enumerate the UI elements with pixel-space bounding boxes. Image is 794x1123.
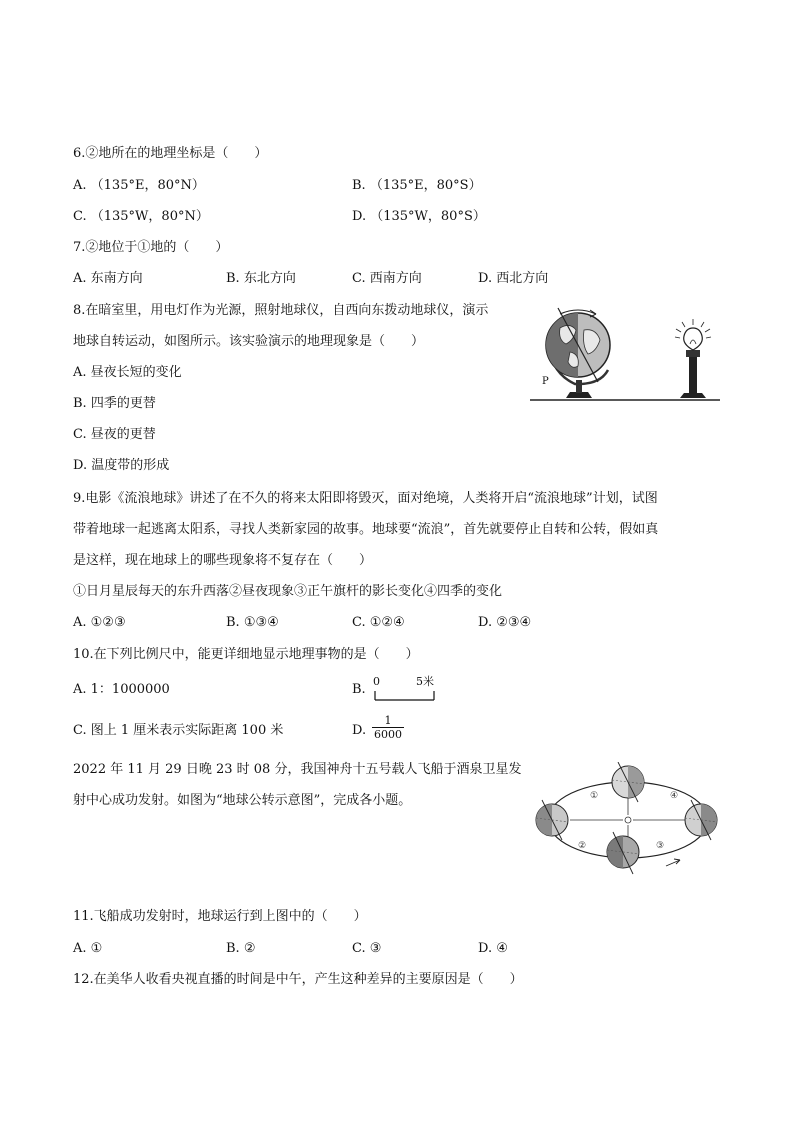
q10-option-b-label: B. <box>352 682 366 697</box>
q6-option-c: C. （135°W，80°N） <box>73 209 209 224</box>
q10-stem: 10.在下列比例尺中，能更详细地显示地理事物的是（ ） <box>73 647 419 662</box>
orbit-label-2: ② <box>578 841 587 851</box>
q6-stem: 6.②地所在的地理坐标是（ ） <box>73 146 268 161</box>
q6-option-a: A. （135°E，80°N） <box>73 178 205 193</box>
q9-stem-line1: 9.电影《流浪地球》讲述了在不久的将来太阳即将毁灭，面对绝境，人类将开启“流浪地球”计划，试图 <box>73 491 658 506</box>
scale-end-label: 5米 <box>416 675 434 688</box>
q9-option-c: C. ①②④ <box>352 615 405 630</box>
scale-zero-label: 0 <box>373 675 380 688</box>
q9-option-a: A. ①②③ <box>73 615 126 630</box>
q9-option-b: B. ①③④ <box>226 615 279 630</box>
q10-option-a: A. 1：1000000 <box>73 682 170 697</box>
q8-option-c: C. 昼夜的更替 <box>73 427 156 442</box>
q7-option-d: D. 西北方向 <box>478 271 549 286</box>
intro-line2: 射中心成功发射。如图为“地球公转示意图”，完成各小题。 <box>73 793 412 808</box>
q10-option-d-label: D. <box>352 723 367 738</box>
fraction-numerator: 1 <box>384 714 392 727</box>
q11-stem: 11.飞船成功发射时，地球运行到上图中的（ ） <box>73 909 367 924</box>
q8-stem-line2: 地球自转运动，如图所示。该实验演示的地理现象是（ ） <box>73 334 425 349</box>
orbit-label-1: ① <box>590 791 599 801</box>
q8-option-b: B. 四季的更替 <box>73 396 156 411</box>
q7-option-c: C. 西南方向 <box>352 271 422 286</box>
intro-line1: 2022 年 11 月 29 日晚 23 时 08 分，我国神舟十五号载人飞船于酒泉卫星发 <box>73 762 522 777</box>
q10-fraction <box>372 714 404 741</box>
q11-option-a: A. ① <box>73 941 103 956</box>
q9-items: ①日月星辰每天的东升西落②昼夜现象③正午旗杆的影长变化④四季的变化 <box>73 584 503 599</box>
q9-option-d: D. ②③④ <box>478 615 532 630</box>
q9-stem-line2: 带着地球一起逃离太阳系，寻找人类新家园的故事。地球要“流浪”，首先就要停止自转和公转，假如真 <box>73 522 659 537</box>
q6-option-b: B. （135°E，80°S） <box>352 178 482 193</box>
q10-option-c: C. 图上 1 厘米表示实际距离 100 米 <box>73 723 284 738</box>
globe-lamp-illustration <box>530 300 725 405</box>
q8-option-d: D. 温度带的形成 <box>73 458 170 473</box>
q8-stem-line1: 8.在暗室里，用电灯作为光源，照射地球仪，自西向东拨动地球仪，演示 <box>73 303 489 318</box>
globe-point-label: P <box>542 376 549 387</box>
q9-stem-line3: 是这样，现在地球上的哪些现象将不复存在（ ） <box>73 553 373 568</box>
q6-option-d: D. （135°W，80°S） <box>352 209 486 224</box>
q7-stem: 7.②地位于①地的（ ） <box>73 240 229 255</box>
fraction-denominator: 6000 <box>374 728 402 741</box>
orbit-label-4: ④ <box>670 791 679 801</box>
q12-stem: 12.在美华人收看央视直播的时间是中午，产生这种差异的主要原因是（ ） <box>73 972 523 987</box>
q8-option-a: A. 昼夜长短的变化 <box>73 365 182 380</box>
earth-revolution-diagram <box>528 762 728 882</box>
q11-option-c: C. ③ <box>352 941 382 956</box>
line-scale-bar <box>374 690 436 702</box>
orbit-label-3: ③ <box>656 841 665 851</box>
q11-option-d: D. ④ <box>478 941 508 956</box>
q7-option-a: A. 东南方向 <box>73 271 143 286</box>
q11-option-b: B. ② <box>226 941 256 956</box>
q7-option-b: B. 东北方向 <box>226 271 296 286</box>
